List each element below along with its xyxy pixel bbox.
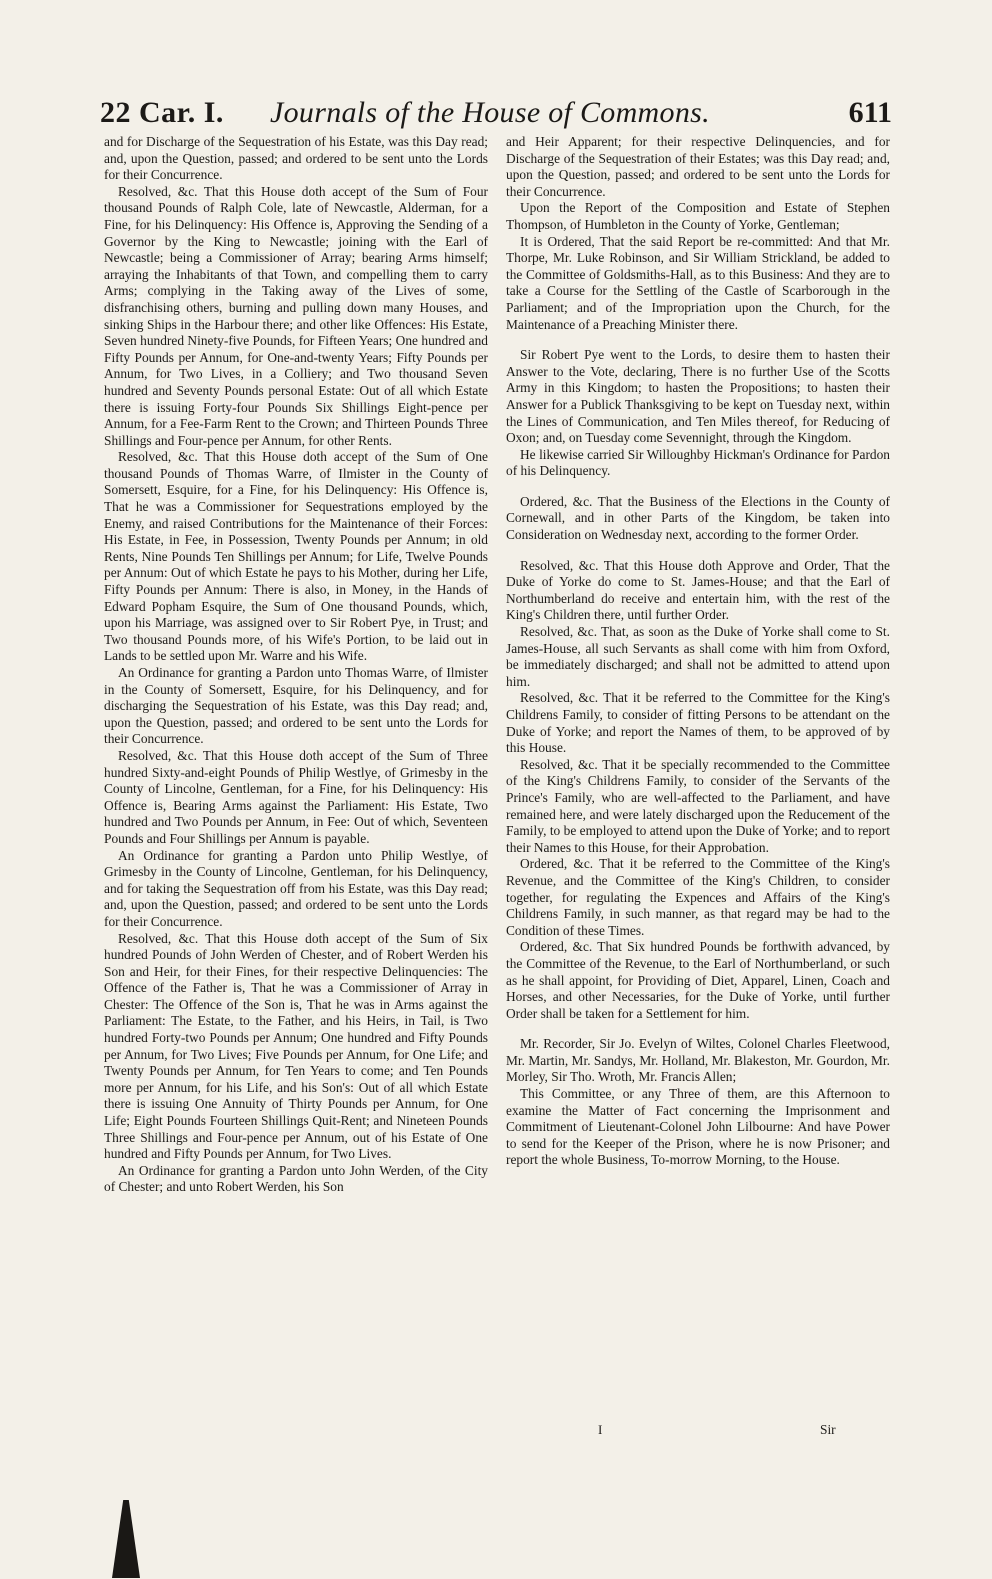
signature-mark: I xyxy=(598,1422,603,1437)
paragraph: and for Discharge of the Sequestration of his Estate, was this Day read; and, upon the Question, passed; and ordered to be sent unto the Lords for their Concurrence. xyxy=(104,134,488,183)
paragraph: Resolved, &c. That this House doth accept of the Sum of Four thousand Pounds of Ralph Cole, late of Newcastle, Alderman, for a Fine, for his Delinquency: His Offence is, Approving the Sending of a Governor by the King to Newcastle; joining with the Earl of Newcastle; being a Commissioner of Array; bearing Arms himself; arraying the Inhabitants of that Town, and compelling them to carry Arms; complying in the Taking away of the Lives of some, disfranchising others, burning and pulling down many Houses, and sinking Ships in the Harbour there; and other like Offences: His Estate, Seven hundred Ninety-five Pounds, for Fifteen Years; One hundred and Fifty Pounds per Annum, for One-and-twenty Years; Fifty Pounds per Annum, for Two Lives, in a Colliery; and Two thousand Seven hundred and Seventy Pounds personal Estate: Out of all which Estate there is issuing Forty-four Pounds Six Shillings Eight-pence per Annum, for a Fee-Farm Rent to the Crown; and Thirteen Pounds Three Shillings and Four-pence per Annum, for other Rents. xyxy=(104,183,488,448)
paragraph: and Heir Apparent; for their respective Delinquencies, and for Discharge of the Sequestration of their Estates; was this Day read; and, upon the Question, passed; and ordered to be sent unto the Lords for their Concurrence. xyxy=(506,134,890,199)
paragraph: An Ordinance for granting a Pardon unto Thomas Warre, of Ilmister in the County of Somersett, Esquire, for his Delinquency, and for discharging the Sequestration of his Estate, was this Day read; and, upon the Question, passed; and ordered to be sent unto the Lords for their Concurrence. xyxy=(104,665,488,747)
page-header xyxy=(100,96,892,136)
paragraph: Resolved, &c. That this House doth Approve and Order, That the Duke of Yorke do come to St. James-House; and that the Earl of Northumberland do receive and entertain him, with the rest of the King's Children there, until further Order. xyxy=(506,557,890,623)
scan-shadow xyxy=(112,1500,140,1578)
paragraph: Resolved, &c. That it be specially recommended to the Committee of the King's Childrens Family, to consider of the Servants of the Prince's Family, who are well-affected to the Parliament, and have remained here, and were lately discharged upon the Reducement of the Family, to be employed to attend upon the Duke of Yorke; and to report their Names to this House, for their Approbation. xyxy=(506,756,890,855)
regnal-year: 22 Car. I. xyxy=(100,96,224,129)
journal-title: Journals of the House of Commons. xyxy=(270,96,710,129)
paragraph: Upon the Report of the Composition and Estate of Stephen Thompson, of Humbleton in the County of Yorke, Gentleman; xyxy=(506,200,890,232)
paragraph: Ordered, &c. That the Business of the Elections in the County of Cornewall, and in other Parts of the Kingdom, be taken into Consideration on Wednesday next, according to the former Order. xyxy=(506,493,890,543)
paragraph: Resolved, &c. That this House doth accept of the Sum of Six hundred Pounds of John Werden of Chester, and of Robert Werden his Son and Heir, for their Fines, for their respective Delinquencies: The Offence of the Father is, That he was a Commissioner of Array in Chester: The Offence of the Son is, That he was in Arms against the Parliament: The Estate, to the Father, and his Heirs, in Tail, is Two hundred Forty-two Pounds per Annum; One hundred and Fifty Pounds per Annum, for Two Lives; Five Pounds per Annum, for One Life; and Twenty Pounds per Annum, for Ten Years to come; and Ten Pounds more per Annum, for his Life, and his Son's: Out of all which Estate there is issuing One Annuity of Thirty Pounds per Annum, for One Life; Eight Pounds Fourteen Shillings Quit-Rent; and Nineteen Pounds Three Shillings and Four-pence per Annum, out of his Estate of One hundred and Fifty Pounds per Annum, for Two Lives. xyxy=(104,930,488,1162)
paragraph: Ordered, &c. That Six hundred Pounds be forthwith advanced, by the Committee of the Revenue, to the Earl of Northumberland, or such as he shall appoint, for Providing of Diet, Apparel, Linen, Coach and Horses, and other Necessaries, for the Duke of Yorke, until further Order shall be taken for a Settlement for him. xyxy=(506,939,890,1021)
paragraph: Ordered, &c. That it be referred to the Committee of the King's Revenue, and the Committee of the King's Children, to consider together, for regulating the Expences and Affairs of the King's Childrens Family, in such manner, as that regard may be had to the Condition of these Times. xyxy=(506,856,890,938)
paragraph: Sir Robert Pye went to the Lords, to desire them to hasten their Answer to the Vote, declaring, There is no further Use of the Scotts Army in this Kingdom; to hasten the Propositions; to hasten their Answer for a Publick Thanksgiving to be kept on Tuesday next, within the Lines of Communication, and Ten Miles thereof, for Reducing of Oxon; and, on Tuesday come Sevennight, through the Kingdom. xyxy=(506,347,890,446)
page-number: 611 xyxy=(848,96,892,129)
left-column xyxy=(104,134,488,1196)
paragraph: Resolved, &c. That this House doth accept of the Sum of Three hundred Sixty-and-eight Pounds of Philip Westlye, of Grimesby in the County of Lincolne, Gentleman, for a Fine, for his Delinquency: His Offence is, Bearing Arms against the Parliament: His Estate, Two hundred and Two Pounds per Annum, in Fee: Out of which, Seventeen Pounds and Four Shillings per Annum is payable. xyxy=(104,747,488,846)
paragraph: He likewise carried Sir Willoughby Hickman's Ordinance for Pardon of his Delinquency. xyxy=(506,446,890,479)
paragraph: It is Ordered, That the said Report be re-committed: And that Mr. Thorpe, Mr. Luke Robinson, and Sir William Strickland, be added to the Committee of Goldsmiths-Hall, as to this Business: And they are to take a Course for the Settling of the Castle of Scarborough in the Parliament; and of the Impropriation upon the Church, for the Maintenance of a Preaching Minister there. xyxy=(506,233,890,332)
paragraph: This Committee, or any Three of them, are this Afternoon to examine the Matter of Fact concerning the Imprisonment and Commitment of Lieutenant-Colonel John Lilbourne: And have Power to send for the Keeper of the Prison, where he is now Prisoner; and report the whole Business, To-morrow Morning, to the House. xyxy=(506,1086,890,1168)
paragraph: An Ordinance for granting a Pardon unto Philip Westlye, of Grimesby in the County of Lincolne, Gentleman, for his Delinquency, and for taking the Sequestration off from his Estate, was this Day read; and, upon the Question, passed; and ordered to be sent unto the Lords for their Concurrence. xyxy=(104,847,488,929)
paragraph: An Ordinance for granting a Pardon unto John Werden, of the City of Chester; and unto Robert Werden, his Son xyxy=(104,1162,488,1195)
paragraph: Resolved, &c. That, as soon as the Duke of Yorke shall come to St. James-House, all such Servants as shall come with him from Oxford, be immediately discharged; and shall not be admitted to attend upon him. xyxy=(506,624,890,689)
committee-list: Mr. Recorder, Sir Jo. Evelyn of Wiltes, Colonel Charles Fleetwood, Mr. Martin, Mr. Sandys, Mr. Holland, Mr. Blakeston, Mr. Gourdon, Mr. Morley, Sir Tho. Wroth, Mr. Francis Allen; xyxy=(506,1036,890,1085)
right-column xyxy=(506,134,890,1169)
paragraph: Resolved, &c. That it be referred to the Committee for the King's Childrens Family, to consider of fitting Persons to be attendant on the Duke of Yorke; and report the Names of them, to be approved of by this House. xyxy=(506,690,890,756)
paragraph: Resolved, &c. That this House doth accept of the Sum of One thousand Pounds of Thomas Warre, of Ilmister in the County of Somersett, Esquire, for a Fine, for his Delinquency: His Offence is, That he was a Commissioner for Sequestrations employed by the Enemy, and raised Contributions for the Maintenance of their Forces: His Estate, in Fee, in Possession, Twenty Pounds per Annum; in old Rents, Nine Pounds Ten Shillings per Annum; for Life, Twelve Pounds per Annum: Out of which Estate he pays to his Mother, during her Life, Fifty Pounds per Annum: There is also, in Money, in the Hands of Edward Popham Esquire, the Sum of One thousand Pounds, which, upon his Marriage, was assigned over to Sir Robert Pye, in Trust; and Two thousand Pounds more, of his Wife's Portion, to be laid out in Lands to be settled upon Mr. Warre and his Wife. xyxy=(104,449,488,664)
catchword: Sir xyxy=(820,1422,836,1437)
